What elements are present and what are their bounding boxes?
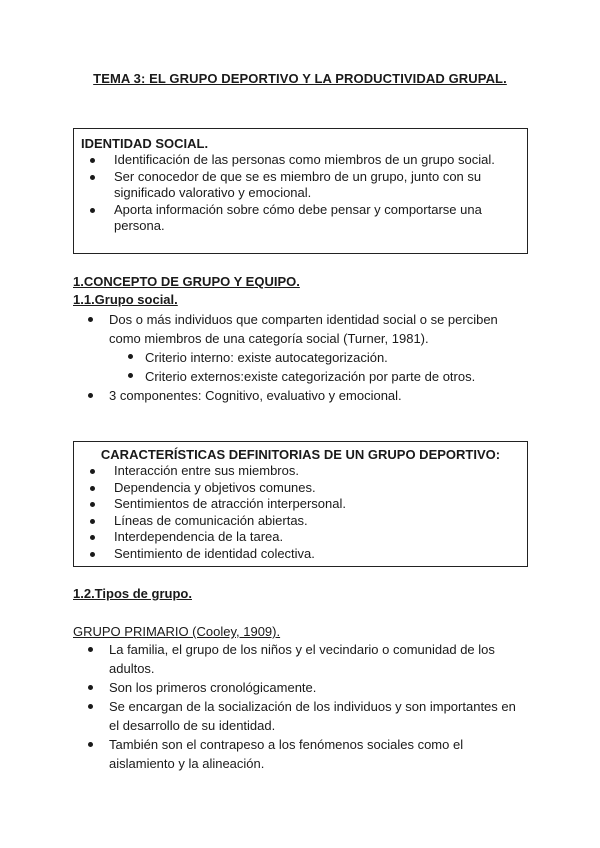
list-item bbox=[109, 310, 529, 386]
list-item: Dependencia y objetivos comunes. bbox=[114, 480, 519, 497]
list-item: 3 componentes: Cognitivo, evaluativo y emocional. bbox=[109, 386, 529, 405]
grupo-social-subheading: 1.1.Grupo social. bbox=[73, 292, 178, 307]
identidad-social-title: IDENTIDAD SOCIAL. bbox=[81, 136, 209, 151]
list-item: Aporta información sobre cómo debe pensar y comportarse una persona. bbox=[114, 202, 519, 235]
sublist-item: Criterio interno: existe autocategorización. bbox=[145, 348, 529, 367]
identidad-social-box bbox=[73, 128, 528, 254]
list-item: Sentimientos de atracción interpersonal. bbox=[114, 496, 519, 513]
list-item: Son los primeros cronológicamente. bbox=[109, 678, 529, 697]
list-item: Identificación de las personas como miembros de un grupo social. bbox=[114, 152, 519, 169]
list-item: Líneas de comunicación abiertas. bbox=[114, 513, 519, 530]
identidad-social-list bbox=[114, 152, 519, 235]
caracteristicas-box bbox=[73, 441, 528, 567]
grupo-primario-list bbox=[109, 640, 529, 773]
concepto-heading: 1.CONCEPTO DE GRUPO Y EQUIPO. bbox=[73, 274, 300, 289]
sublist-item: Criterio externos:existe categorización por parte de otros. bbox=[145, 367, 529, 386]
list-item: Se encargan de la socialización de los individuos y son importantes en el desarrollo de su identidad. bbox=[109, 697, 529, 735]
caracteristicas-list bbox=[114, 463, 519, 562]
list-item: La familia, el grupo de los niños y el vecindario o comunidad de los adultos. bbox=[109, 640, 529, 678]
tipos-grupo-heading: 1.2.Tipos de grupo. bbox=[73, 586, 192, 601]
grupo-social-list bbox=[109, 310, 529, 405]
list-item: Ser conocedor de que se es miembro de un grupo, junto con su significado valorativo y emocional. bbox=[114, 169, 519, 202]
list-item: Interacción entre sus miembros. bbox=[114, 463, 519, 480]
list-item: Interdependencia de la tarea. bbox=[114, 529, 519, 546]
list-item-text: Dos o más individuos que comparten identidad social o se perciben como miembros de una categoría social (Turner, 1981). bbox=[109, 312, 498, 346]
list-item: También son el contrapeso a los fenómenos sociales como el aislamiento y la alineación. bbox=[109, 735, 529, 773]
criterios-sublist bbox=[109, 348, 529, 386]
caracteristicas-title: CARACTERÍSTICAS DEFINITORIAS DE UN GRUPO DEPORTIVO: bbox=[100, 447, 501, 462]
grupo-primario-title: GRUPO PRIMARIO (Cooley, 1909). bbox=[73, 624, 281, 639]
list-item: Sentimiento de identidad colectiva. bbox=[114, 546, 519, 563]
document-title: TEMA 3: EL GRUPO DEPORTIVO Y LA PRODUCTIVIDAD GRUPAL. bbox=[93, 71, 507, 86]
